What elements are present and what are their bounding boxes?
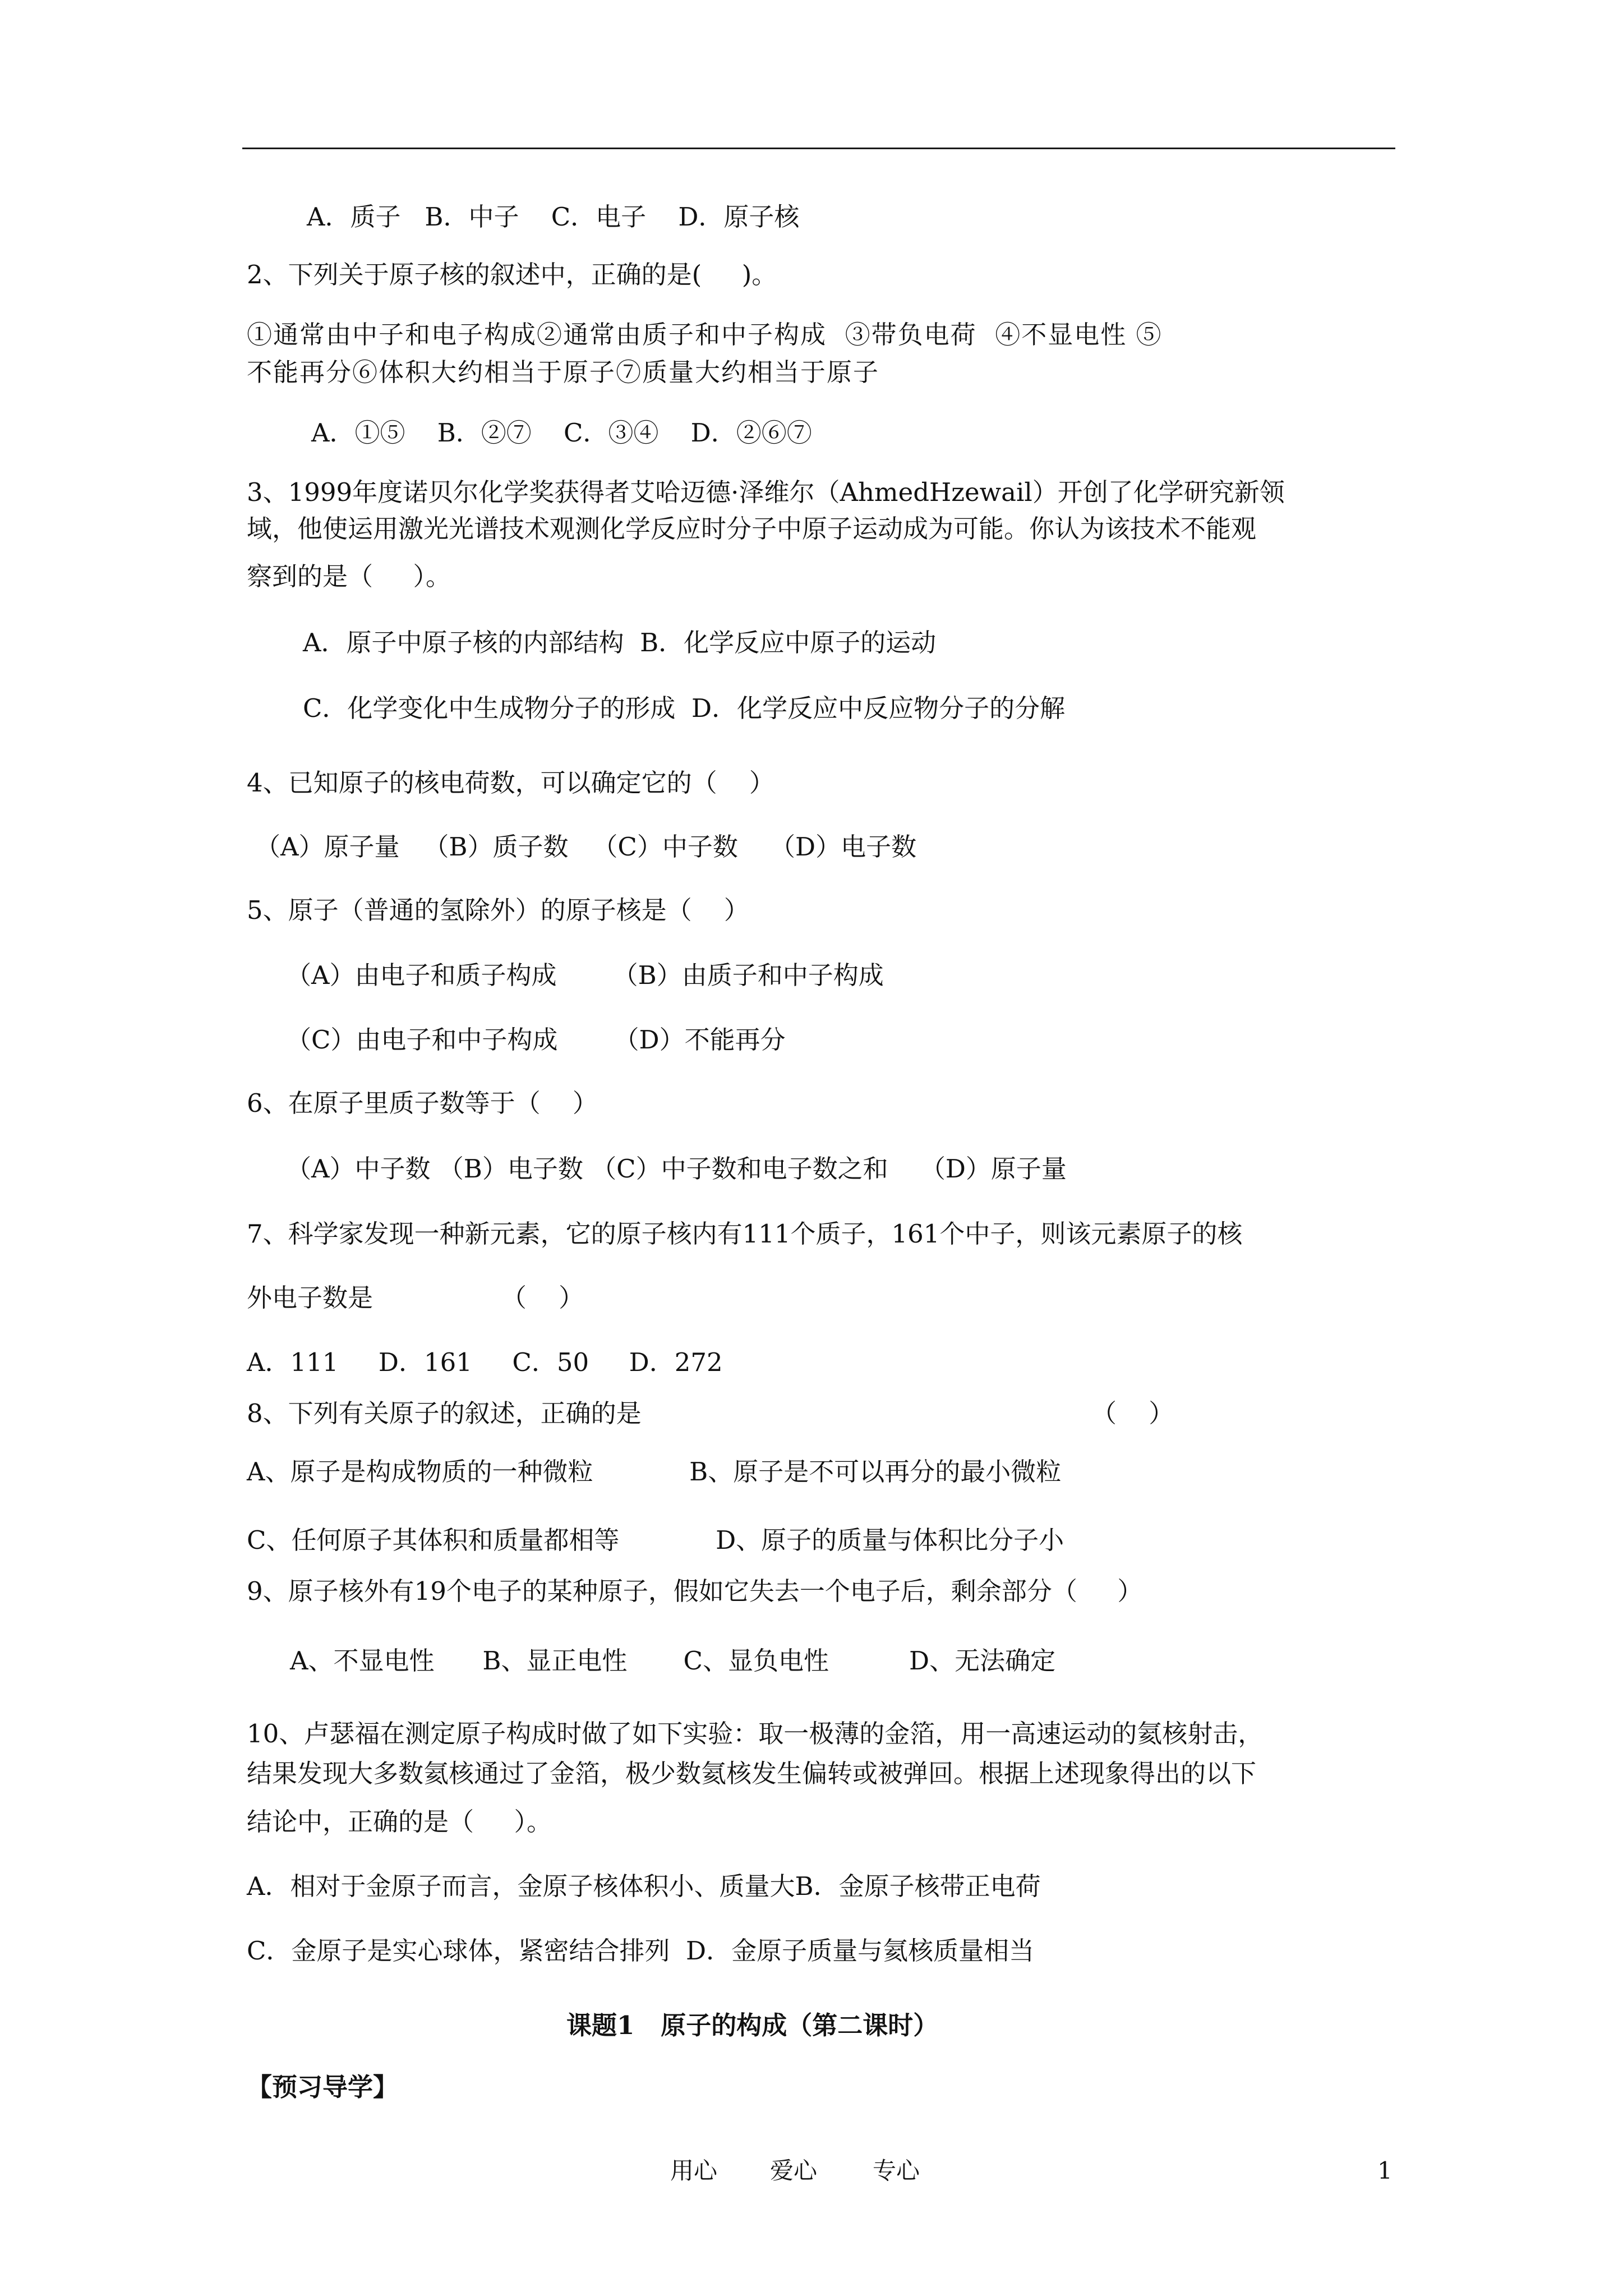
- q10-option-ab: A．相对于金原子而言，金原子核体积小、质量大B．金原子核带正电荷: [247, 1871, 1041, 1901]
- q8-bracket: （ ）: [1091, 1398, 1174, 1428]
- q8-option-cd: C、任何原子其体积和质量都相等 D、原子的质量与体积比分子小: [247, 1525, 1064, 1555]
- q8-stem: 8、下列有关原子的叙述，正确的是: [247, 1398, 642, 1428]
- q9-stem: 9、原子核外有19个电子的某种原子，假如它失去一个电子后，剩余部分（ ）: [247, 1576, 1143, 1606]
- q3-option-cd: C．化学变化中生成物分子的形成 D．化学反应中反应物分子的分解: [303, 693, 1066, 723]
- q2-options: A．①⑤ B．②⑦ C．③④ D．②⑥⑦: [311, 418, 812, 448]
- q3-line2: 域，他使运用激光光谱技术观测化学反应时分子中原子运动成为可能。你认为该技术不能观: [247, 514, 1257, 544]
- q10-line1: 10、卢瑟福在测定原子构成时做了如下实验：取一极薄的金箔，用一高速运动的氦核射击，: [247, 1719, 1264, 1749]
- section-title: 课题1 原子的构成（第二课时）: [566, 2010, 939, 2040]
- q5-stem: 5、原子（普通的氢除外）的原子核是（ ）: [247, 895, 749, 925]
- q8-option-ab: A、原子是构成物质的一种微粒 B、原子是不可以再分的最小微粒: [247, 1457, 1062, 1487]
- preview-heading: 【预习导学】: [247, 2072, 399, 2102]
- q3-line1: 3、1999年度诺贝尔化学奖获得者艾哈迈德·泽维尔（AhmedHzewail）开创了化学研究新领: [247, 477, 1285, 507]
- q2-items-line2: 不能再分⑥体积大约相当于原子⑦质量大约相当于原子: [247, 357, 880, 387]
- q7-line2: 外电子数是 （ ）: [247, 1283, 584, 1313]
- footer-motto-2: 爱心: [770, 2157, 818, 2184]
- q3-line3: 察到的是（ ）。: [247, 562, 451, 591]
- q7-line1: 7、科学家发现一种新元素，它的原子核内有111个质子，161个中子，则该元素原子的核: [247, 1219, 1243, 1249]
- q4-stem: 4、已知原子的核电荷数，可以确定它的（ ）: [247, 768, 774, 798]
- q3-option-ab: A．原子中原子核的内部结构 B．化学反应中原子的运动: [303, 628, 937, 657]
- q7-options: A．111 D．161 C．50 D．272: [247, 1347, 723, 1377]
- q2-stem: 2、下列关于原子核的叙述中，正确的是( )。: [247, 260, 777, 289]
- q10-option-cd: C．金原子是实心球体，紧密结合排列 D．金原子质量与氦核质量相当: [247, 1936, 1035, 1966]
- page-number: 1: [1377, 2157, 1393, 2184]
- q6-options: （A）中子数 （B）电子数 （C）中子数和电子数之和 （D）原子量: [286, 1154, 1067, 1184]
- q9-options: A、不显电性 B、显正电性 C、显负电性 D、无法确定: [290, 1646, 1056, 1676]
- q10-line2: 结果发现大多数氦核通过了金箔，极少数氦核发生偏转或被弹回。根据上述现象得出的以下: [247, 1759, 1257, 1788]
- q2-items-line1: ①通常由中子和电子构成②通常由质子和中子构成 ③带负电荷 ④不显电性 ⑤: [247, 320, 1163, 349]
- q10-line3: 结论中，正确的是（ ）。: [247, 1807, 552, 1837]
- q5-option-cd: （C）由电子和中子构成 （D）不能再分: [286, 1025, 786, 1055]
- q6-stem: 6、在原子里质子数等于（ ）: [247, 1088, 598, 1118]
- header-rule: [242, 148, 1395, 149]
- q1-options: A．质子 B．中子 C．电子 D．原子核: [307, 202, 800, 232]
- q4-options: （A）原子量 （B）质子数 （C）中子数 （D）电子数: [255, 832, 917, 862]
- q5-option-ab: （A）由电子和质子构成 （B）由质子和中子构成: [286, 960, 884, 990]
- footer-motto-3: 专心: [873, 2157, 920, 2184]
- footer-motto-1: 用心: [670, 2157, 718, 2184]
